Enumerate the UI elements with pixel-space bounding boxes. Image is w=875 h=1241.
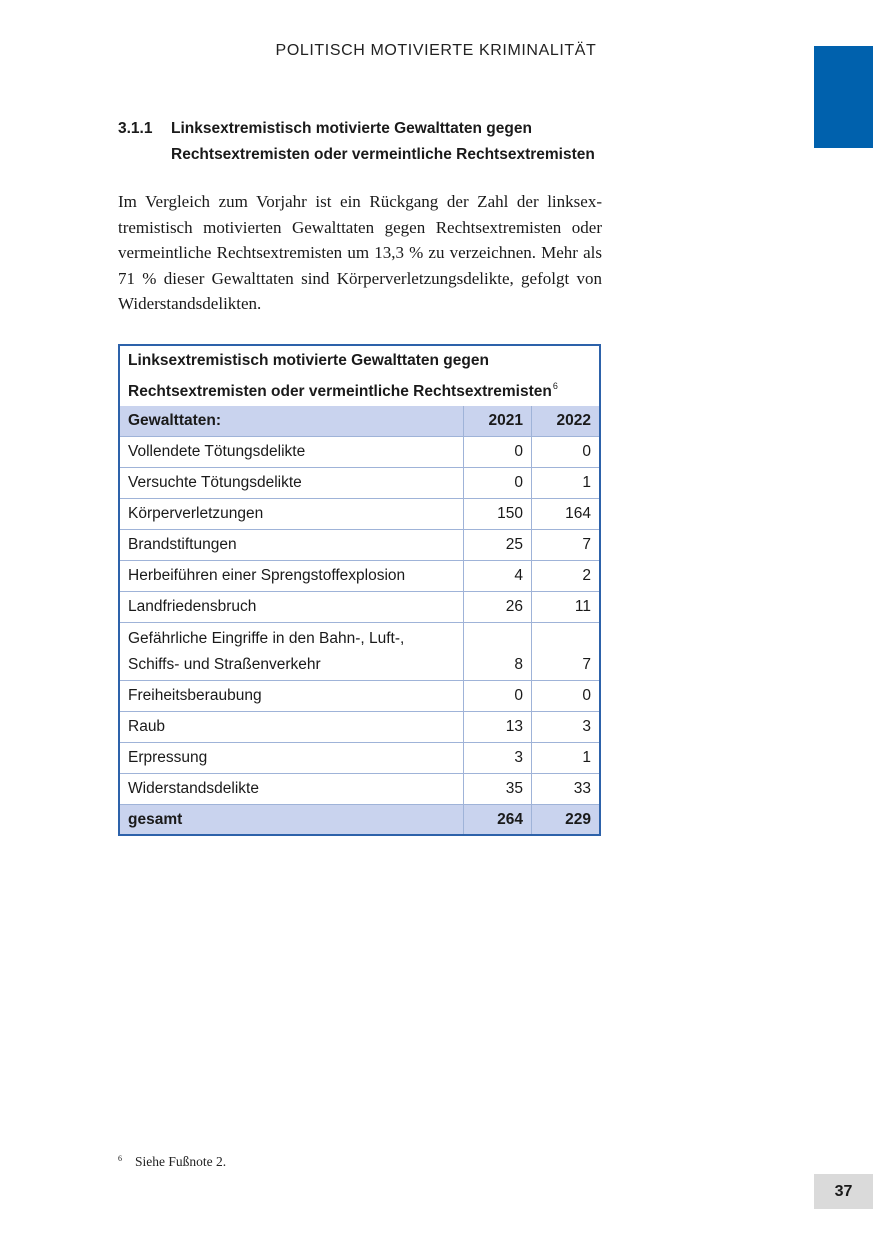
section-heading	[118, 116, 618, 168]
section-title	[171, 116, 618, 168]
table-row	[119, 437, 600, 468]
row-label-line2: Schiffs- und Straßenverkehr	[128, 656, 321, 673]
row-label	[119, 623, 464, 681]
violent-crimes-table	[118, 344, 601, 836]
value-2022: 11	[532, 592, 601, 623]
chapter-tab-marker	[814, 46, 873, 148]
row-label: Versuchte Tötungsdelikte	[119, 468, 464, 499]
table-row	[119, 712, 600, 743]
footnote-reference[interactable]: 6	[552, 380, 558, 391]
value-2021: 0	[464, 681, 532, 712]
value-2021: 13	[464, 712, 532, 743]
value-2021: 25	[464, 530, 532, 561]
value-2022: 33	[532, 774, 601, 805]
footnote-text: Siehe Fußnote 2.	[135, 1154, 227, 1169]
value-2022: 7	[532, 623, 601, 681]
section-number: 3.1.1	[118, 120, 153, 137]
value-2022: 2	[532, 561, 601, 592]
running-header: POLITISCH MOTIVIERTE KRIMINALITÄT	[275, 42, 597, 59]
value-2022: 164	[532, 499, 601, 530]
row-label: Raub	[119, 712, 464, 743]
table-row	[119, 681, 600, 712]
section-title-line2: Rechtsextremisten oder vermeintliche Rechtsextremisten	[171, 146, 595, 163]
table-header-row	[119, 406, 600, 437]
value-2022: 0	[532, 437, 601, 468]
row-label: Brandstiftungen	[119, 530, 464, 561]
total-2021: 264	[464, 805, 532, 836]
table-title	[119, 345, 600, 406]
value-2022: 0	[532, 681, 601, 712]
row-label: Körperverletzungen	[119, 499, 464, 530]
footnote	[118, 1154, 226, 1170]
value-2021: 35	[464, 774, 532, 805]
value-2021: 150	[464, 499, 532, 530]
value-2022: 1	[532, 743, 601, 774]
value-2022: 3	[532, 712, 601, 743]
table-row	[119, 530, 600, 561]
row-label: Herbeiführen einer Sprengstoffexplosion	[119, 561, 464, 592]
table-row	[119, 623, 600, 681]
row-label-line1: Gefährliche Eingriffe in den Bahn-, Luft-,	[128, 630, 405, 647]
value-2021: 26	[464, 592, 532, 623]
value-2021: 4	[464, 561, 532, 592]
row-label: Widerstandsdelikte	[119, 774, 464, 805]
table-row	[119, 499, 600, 530]
column-header-2021: 2021	[464, 406, 532, 437]
table-row	[119, 743, 600, 774]
row-label: Landfriedensbruch	[119, 592, 464, 623]
row-label: Erpressung	[119, 743, 464, 774]
total-label: gesamt	[119, 805, 464, 836]
row-label: Vollendete Tötungsdelikte	[119, 437, 464, 468]
table-total-row	[119, 805, 600, 836]
row-label: Freiheitsberaubung	[119, 681, 464, 712]
table-title-row	[119, 345, 600, 406]
table-row	[119, 592, 600, 623]
table-title-line2: Rechtsextremisten oder vermeintliche Rechtsextremisten$^6$	[128, 380, 558, 400]
column-header-label: Gewalttaten:	[119, 406, 464, 437]
total-2022: 229	[532, 805, 601, 836]
page-number: 37	[814, 1174, 873, 1209]
value-2021: 8	[464, 623, 532, 681]
table-title-line1: Linksextremistisch motivierte Gewalttaten gegen	[128, 352, 489, 369]
value-2021: 3	[464, 743, 532, 774]
table-row	[119, 561, 600, 592]
value-2022: 7	[532, 530, 601, 561]
table-row	[119, 468, 600, 499]
value-2021: 0	[464, 468, 532, 499]
section-title-line1: Linksextremistisch motivierte Gewalttaten gegen	[171, 120, 532, 137]
body-paragraph: Im Vergleich zum Vorjahr ist ein Rückgang der Zahl der linksextremistisch motivierten Gewalttaten gegen Rechtsextremisten oder vermeintliche Rechtsextremisten um 13,3 % zu verzeichnen. Mehr als 71 % dieser Gewalttaten sind Körperverletzungsdelikte, gefolgt von Widerstandsdelikten.	[118, 192, 602, 314]
value-2021: 0	[464, 437, 532, 468]
footnote-marker: 6	[118, 1154, 122, 1163]
value-2022: 1	[532, 468, 601, 499]
table-row	[119, 774, 600, 805]
column-header-2022: 2022	[532, 406, 601, 437]
